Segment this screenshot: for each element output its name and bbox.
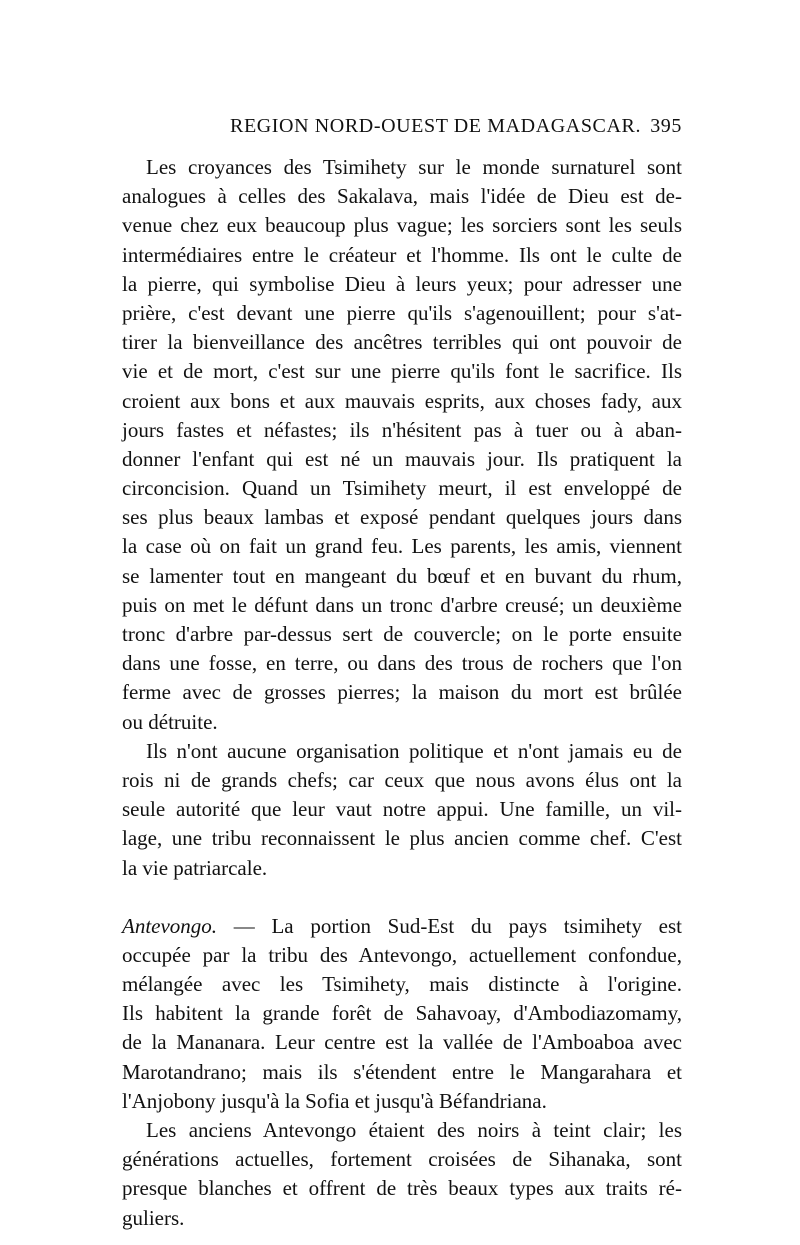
text-line: ou détruite. xyxy=(122,709,218,734)
text-line: dans une fosse, en terre, ou dans des trous de rochers que l'on xyxy=(122,651,682,676)
text-line: l'Anjobony jusqu'à la Sofia et jusqu'à Béfandriana. xyxy=(122,1088,547,1113)
text-line: ses plus beaux lambas et exposé pendant quelques jours dans xyxy=(122,505,682,530)
text-line xyxy=(122,912,682,941)
paragraph-antevongo xyxy=(122,912,682,1116)
text-line: tirer la bienveillance des ancêtres terribles qui ont pouvoir de xyxy=(122,330,682,355)
text-line: tronc d'arbre par-dessus sert de couvercle; on le porte ensuite xyxy=(122,622,682,646)
text-line: rois ni de grands chefs; car ceux que nous avons élus ont la xyxy=(122,767,682,792)
text-line: vie et de mort, c'est sur une pierre qu'ils font le sacrifice. Ils xyxy=(122,359,682,384)
text-line: se lamenter tout en mangeant du bœuf et en buvant du rhum, xyxy=(122,563,682,588)
text-line: Ils n'ont aucune organisation politique et n'ont jamais eu de xyxy=(146,738,682,763)
text-line: intermédiaires entre le créateur et l'homme. Ils ont le culte de xyxy=(122,242,682,267)
text-line: jours fastes et néfastes; ils n'hésitent pas à tuer ou à aban- xyxy=(122,417,682,442)
paragraph-organisation xyxy=(122,737,682,883)
text-line: Ils habitent la grande forêt de Sahavoay, d'Ambodiazomamy, xyxy=(122,1001,682,1026)
text-line: seule autorité que leur vaut notre appui. Une famille, un vil- xyxy=(122,797,682,822)
text-line: puis on met le défunt dans un tronc d'arbre creusé; un deuxième xyxy=(122,592,682,617)
text-line: mélangée avec les Tsimihety, mais distincte à l'origine. xyxy=(122,972,682,997)
text-line: Marotandrano; mais ils s'étendent entre le Mangarahara et xyxy=(122,1059,682,1084)
body-text xyxy=(122,153,682,1233)
text-line: Les croyances des Tsimihety sur le monde surnaturel sont xyxy=(146,155,682,179)
text-line: générations actuelles, fortement croisées de Sihanaka, sont xyxy=(122,1147,682,1172)
text-line: prière, c'est devant une pierre qu'ils s'agenouillent; pour s'at- xyxy=(122,300,682,325)
running-title: REGION NORD-OUEST DE MADAGASCAR. xyxy=(230,115,642,137)
text-line: croient aux bons et aux mauvais esprits, aux choses fady, aux xyxy=(122,388,682,413)
text-line: la pierre, qui symbolise Dieu à leurs yeux; pour adresser une xyxy=(122,271,682,296)
text-line: ferme avec de grosses pierres; la maison du mort est brûlée xyxy=(122,680,682,705)
text-line: guliers. xyxy=(122,1205,185,1230)
running-head xyxy=(122,115,682,145)
text-line: donner l'enfant qui est né un mauvais jour. Ils pratiquent la xyxy=(122,446,682,471)
text-line: presque blanches et offrent de très beaux types aux traits ré- xyxy=(122,1176,682,1201)
text-line: Les anciens Antevongo étaient des noirs à teint clair; les xyxy=(146,1118,682,1142)
paragraph-beliefs xyxy=(122,153,682,737)
section-lead-in: Antevongo. xyxy=(122,913,218,938)
text-line: occupée par la tribu des Antevongo, actuellement confondue, xyxy=(122,942,682,967)
text-line: la vie patriarcale. xyxy=(122,855,268,880)
paragraph-ancestry xyxy=(122,1116,682,1233)
page-number: 395 xyxy=(650,115,682,137)
text-line: la case où on fait un grand feu. Les parents, les amis, viennent xyxy=(122,534,682,559)
text-line: de la Mananara. Leur centre est la vallée de l'Amboaboa avec xyxy=(122,1030,682,1055)
text-line: lage, une tribu reconnaissent le plus ancien comme chef. C'est xyxy=(122,826,682,851)
text-line: analogues à celles des Sakalava, mais l'idée de Dieu est de- xyxy=(122,184,682,209)
text-line: circoncision. Quand un Tsimihety meurt, il est enveloppé de xyxy=(122,476,682,501)
text-line: venue chez eux beaucoup plus vague; les sorciers sont les seuls xyxy=(122,213,682,238)
text-line-continuation: — La portion Sud-Est du pays tsimihety est xyxy=(217,913,682,938)
section-gap xyxy=(122,883,682,912)
